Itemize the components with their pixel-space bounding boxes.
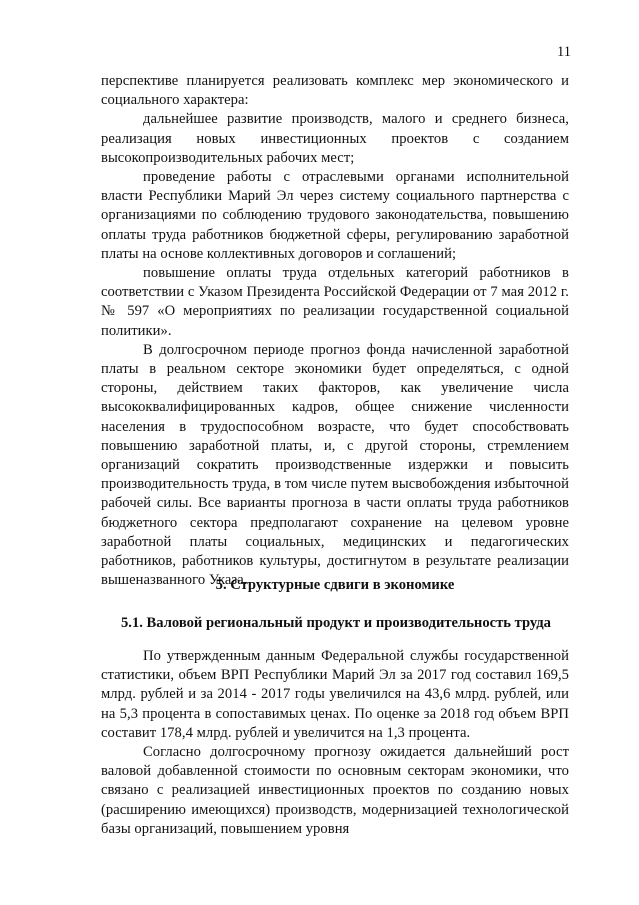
page-number: 11	[557, 44, 571, 60]
body-text-bottom	[101, 647, 569, 839]
paragraph: перспективе планируется реализовать комплекс мер экономического и социального характера:	[101, 73, 569, 109]
section-heading: 5. Структурные сдвиги в экономике	[215, 577, 455, 593]
paragraph: повышение оплаты труда отдельных категорий работников в соответствии с Указом Президента Российской Федерации от 7 мая 2012 г. № 597 «О мероприятиях по реализации государственной социальной политики».	[101, 265, 569, 339]
paragraph: В долгосрочном периоде прогноз фонда начисленной заработной платы в реальном секторе экономики будет определяться, с одной стороны, действием таких факторов, как увеличение числа высококвалифицированных кадров, общее снижение численности населения в трудоспособном возрасте, что будет способствовать повышению заработной платы, и, с другой стороны, стремлением организаций сократить производственные издержки и повысить производительность труда, в том числе путем высвобождения избыточной рабочей силы. Все варианты прогноза в части оплаты труда работников бюджетного сектора предполагают сохранение на целевом уровне заработной платы социальных, медицинских и педагогических работников, работников культуры, достигнутом в результате реализации вышеназванного Указа.	[101, 341, 569, 589]
paragraph: По утвержденным данным Федеральной службы государственной статистики, объем ВРП Республики Марий Эл за 2017 год составил 169,5 млрд. рублей и за 2014 - 2017 годы увеличился на 43,6 млрд. рублей, или на 5,3 процента в сопоставимых ценах. По оценке за 2018 год объем ВРП составит 178,4 млрд. рублей и увеличится на 1,3 процента.	[101, 648, 569, 741]
paragraph: дальнейшее развитие производств, малого и среднего бизнеса, реализация новых инвестиционных проектов с созданием высокопроизводительных рабочих мест;	[101, 111, 569, 166]
body-text-top	[101, 72, 569, 590]
paragraph: проведение работы с отраслевыми органами исполнительной власти Республики Марий Эл через систему социального партнерства с организациями по соблюдению трудового законодательства, повышению оплаты труда работников бюджетной сферы, регулированию заработной платы на основе коллективных договоров и соглашений;	[101, 169, 569, 262]
paragraph: Согласно долгосрочному прогнозу ожидается дальнейший рост валовой добавленной стоимости по основным секторам экономики, что связано с реализацией инвестиционных проектов по созданию новых (расширению имеющихся) производств, модернизацией технологической базы организаций, повышением уровня	[101, 744, 569, 837]
subsection-heading: 5.1. Валовой региональный продукт и производительность труда	[121, 615, 551, 631]
